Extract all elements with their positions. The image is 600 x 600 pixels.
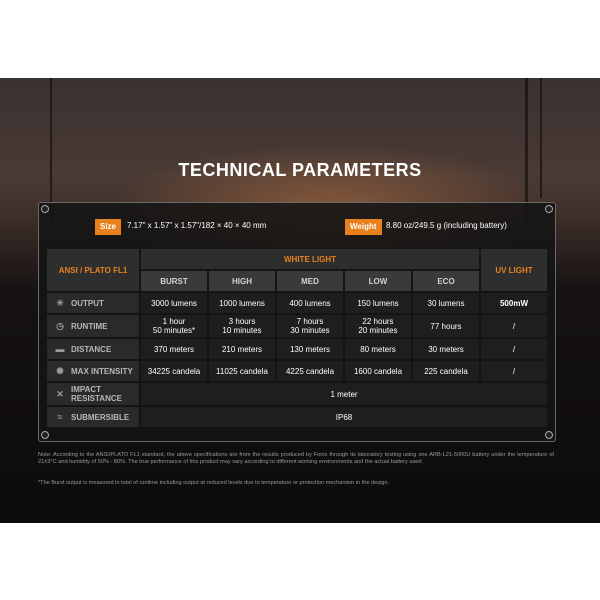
- table-cell: 210 meters: [209, 339, 275, 359]
- row-label-text: SUBMERSIBLE: [71, 412, 130, 422]
- table-cell: 30 meters: [413, 339, 479, 359]
- white-light-header: WHITE LIGHT: [141, 249, 479, 269]
- table-cell: 1000 lumens: [209, 293, 275, 313]
- mode-header-low: LOW: [345, 271, 411, 291]
- table-cell: 370 meters: [141, 339, 207, 359]
- table-cell-uv: /: [481, 361, 547, 381]
- table-cell: 11025 candela: [209, 361, 275, 381]
- spec-panel: [38, 202, 556, 442]
- table-cell: 22 hours 20 minutes: [345, 315, 411, 337]
- row-label-text: DISTANCE: [71, 344, 112, 354]
- row-label-submersible: [47, 407, 139, 427]
- intensity-icon: ✺: [56, 365, 64, 376]
- distance-icon: ▬: [55, 343, 65, 354]
- table-cell-uv: /: [481, 315, 547, 337]
- row-label-line: IMPACT: [71, 385, 102, 394]
- row-label-text: MAX INTENSITY: [71, 366, 133, 376]
- row-label-distance: [47, 339, 139, 359]
- table-cell: 34225 candela: [141, 361, 207, 381]
- table-cell-uv: /: [481, 339, 547, 359]
- footnote-ansi: Note: According to the ANSI/PLATO FL1 standard, the above specifications are from the results produced by Fenix through its laboratory testing using one ARB-L21-5000U battery under the temperature of 21±3°C and humidity of 50% - 80%. The true performance of this product may vary according to different working environments and the actual battery used.: [38, 452, 554, 465]
- table-cell-merged: 1 meter: [141, 383, 547, 405]
- screw-icon: [41, 431, 49, 439]
- row-label-output: [47, 293, 139, 313]
- table-cell-merged: IP68: [141, 407, 547, 427]
- row-label-text: OUTPUT: [71, 298, 104, 308]
- table-cell: 77 hours: [413, 315, 479, 337]
- table-cell: 400 lumens: [277, 293, 343, 313]
- screw-icon: [41, 205, 49, 213]
- row-label-text: [71, 385, 122, 403]
- mode-header-med: MED: [277, 271, 343, 291]
- sunburst-icon: ☀: [55, 297, 65, 308]
- row-label-max-intensity: [47, 361, 139, 381]
- table-cell: 1600 candela: [345, 361, 411, 381]
- mode-header-eco: ECO: [413, 271, 479, 291]
- uv-light-header: UV LIGHT: [481, 249, 547, 291]
- screw-icon: [545, 205, 553, 213]
- table-cell: 225 candela: [413, 361, 479, 381]
- row-label-line: RESISTANCE: [71, 394, 122, 403]
- table-cell: 1 hour 50 minutes*: [141, 315, 207, 337]
- table-cell-uv: 500mW: [481, 293, 547, 313]
- table-cell: 3000 lumens: [141, 293, 207, 313]
- table-cell: 7 hours 30 minutes: [277, 315, 343, 337]
- table-cell: 4225 candela: [277, 361, 343, 381]
- table-cell: 30 lumens: [413, 293, 479, 313]
- table-cell: 3 hours 10 minutes: [209, 315, 275, 337]
- weight-value: 8.80 oz/249.5 g (including battery): [386, 221, 507, 230]
- mode-header-high: HIGH: [209, 271, 275, 291]
- footnote-burst: *The Burst output is measured in total of runtime including output at reduced levels due to temperature or protection mechanism in the design.: [38, 480, 390, 486]
- table-cell: 80 meters: [345, 339, 411, 359]
- size-value: 7.17" x 1.57" x 1.57"/182 × 40 × 40 mm: [127, 221, 267, 230]
- table-cell: 150 lumens: [345, 293, 411, 313]
- row-label-impact-resistance: [47, 383, 139, 405]
- screw-icon: [545, 431, 553, 439]
- impact-icon: ✕: [56, 388, 64, 399]
- weight-badge: Weight: [345, 219, 382, 235]
- fish-icon: ≈: [57, 411, 63, 422]
- hero-background: [0, 78, 600, 523]
- row-label-runtime: [47, 315, 139, 337]
- size-badge: Size: [95, 219, 121, 235]
- clock-icon: ◷: [56, 320, 64, 331]
- page-title: TECHNICAL PARAMETERS: [178, 160, 422, 180]
- standard-header: ANSI / PLATO FL1: [47, 249, 139, 291]
- mode-header-burst: BURST: [141, 271, 207, 291]
- row-label-text: RUNTIME: [71, 321, 108, 331]
- table-cell: 130 meters: [277, 339, 343, 359]
